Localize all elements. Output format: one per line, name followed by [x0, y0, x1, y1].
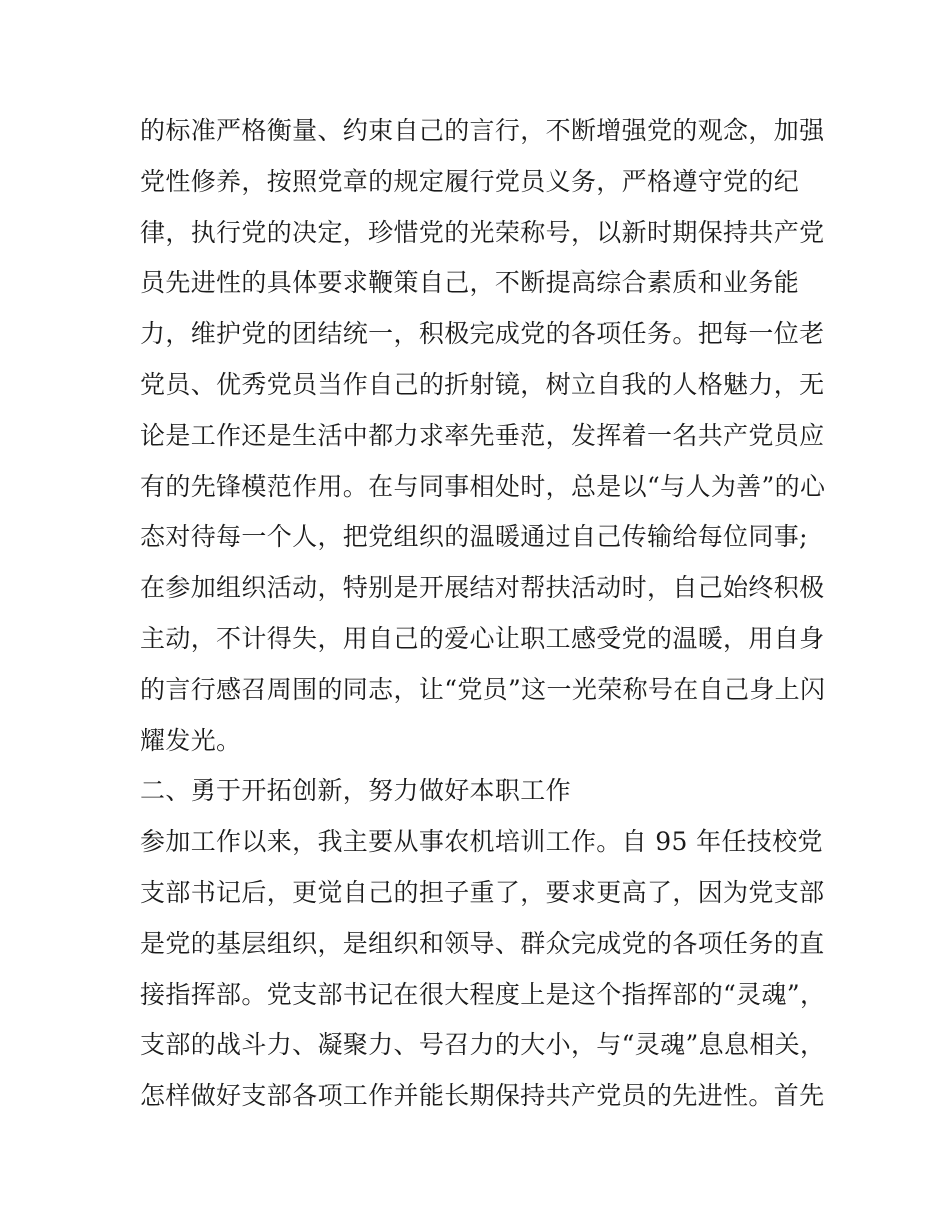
text-line-5: 力，维护党的团结统一，积极完成党的各项任务。把每一位老 [140, 319, 825, 349]
text-line-20: 怎样做好支部各项工作并能长期保持共产党员的先进性。首先 [140, 1081, 825, 1111]
text-line-10: 在参加组织活动，特别是开展结对帮扶活动时，自己始终积极 [140, 573, 825, 603]
text-line-16: 支部书记后，更觉自己的担子重了，要求更高了，因为党支部 [140, 877, 825, 907]
text-line-4: 员先进性的具体要求鞭策自己，不断提高综合素质和业务能 [140, 268, 800, 298]
text-line-7: 论是工作还是生活中都力求率先垂范，发挥着一名共产党员应 [140, 420, 825, 450]
text-line-13: 耀发光。 [140, 725, 242, 755]
text-line-9: 态对待每一个人，把党组织的温暖通过自己传输给每位同事; [140, 522, 808, 552]
body-text [140, 106, 826, 1122]
text-line-3: 律，执行党的决定，珍惜党的光荣称号，以新时期保持共产党 [140, 217, 825, 247]
text-line-18: 接指挥部。党支部书记在很大程度上是这个指挥部的“灵魂”， [140, 979, 826, 1009]
text-line-12: 的言行感召周围的同志，让“党员”这一光荣称号在自己身上闪 [140, 674, 826, 704]
section-heading: 二、勇于开拓创新，努力做好本职工作 [140, 776, 571, 806]
text-line-17: 是党的基层组织，是组织和领导、群众完成党的各项任务的直 [140, 928, 825, 958]
text-line-15: 参加工作以来，我主要从事农机培训工作。自 95 年任技校党 [140, 827, 823, 857]
text-line-6: 党员、优秀党员当作自己的折射镜，树立自我的人格魅力，无 [140, 369, 825, 399]
text-line-8: 有的先锋模范作用。在与同事相处时，总是以“与人为善”的心 [140, 471, 826, 501]
text-line-11: 主动，不计得失，用自己的爱心让职工感受党的温暖，用自身 [140, 623, 825, 653]
text-line-1: 的标准严格衡量、约束自己的言行，不断增强党的观念，加强 [140, 116, 825, 145]
text-line-2: 党性修养，按照党章的规定履行党员义务，严格遵守党的纪 [140, 166, 800, 196]
text-line-19: 支部的战斗力、凝聚力、号召力的大小，与“灵魂”息息相关， [140, 1030, 826, 1060]
